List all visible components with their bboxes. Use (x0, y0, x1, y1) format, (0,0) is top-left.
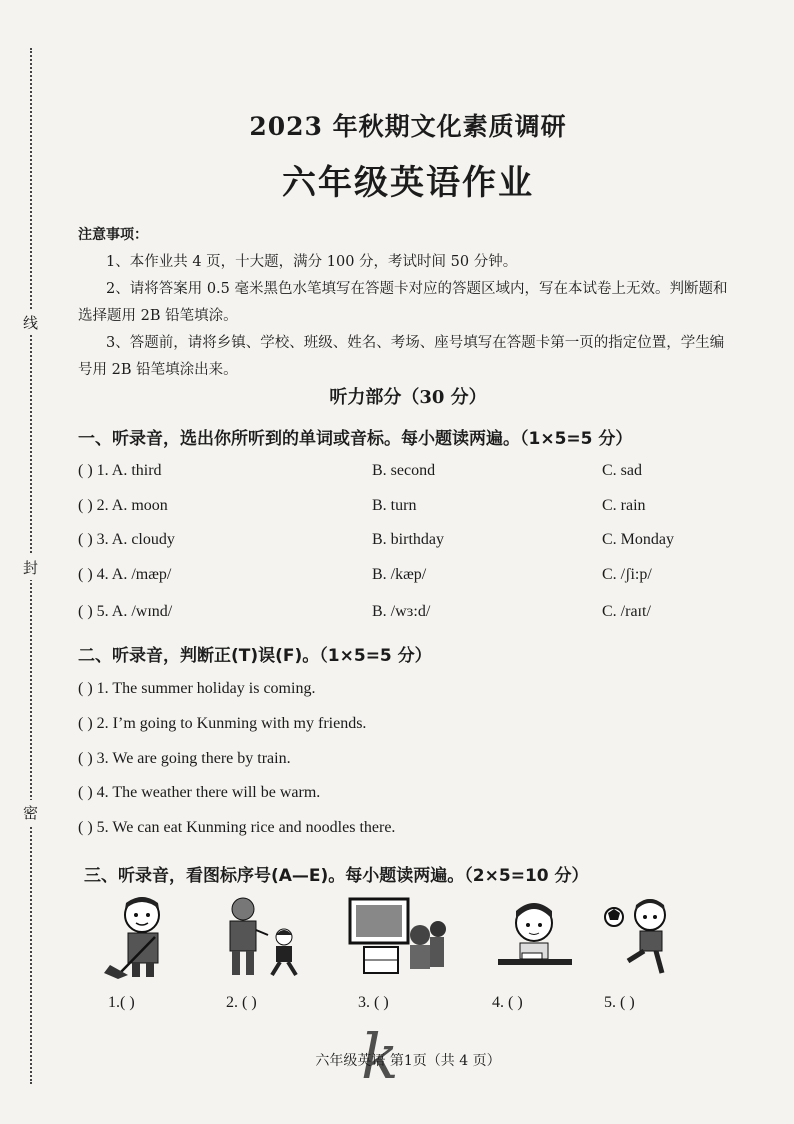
boy-writing-picture (492, 895, 582, 980)
statement-row: ( ) 3. We are going there by train. (78, 750, 291, 767)
listening-part-title: 听力部分（30 分） (329, 387, 487, 408)
option-c: C. rain (602, 497, 646, 514)
option-c: C. Monday (602, 531, 674, 548)
option-b: B. second (372, 462, 436, 479)
statement-row: ( ) 2. I’m going to Kunming with my friends. (78, 715, 367, 732)
option-a: ( ) 1. A. third (78, 462, 162, 479)
picture-answer-labels (78, 994, 738, 1018)
boy-playing-football-picture (600, 895, 690, 980)
instruction-item: 1、本作业共 4 页，十大题，满分 100 分，考试时间 50 分钟。 (106, 254, 518, 270)
question-row (78, 603, 768, 631)
statement-row: ( ) 4. The weather there will be warm. (78, 784, 321, 801)
section1-title: 一、听录音，选出你所听到的单词或音标。每小题读两遍。（1×5=5 分） (78, 429, 633, 449)
instruction-item: 3、答题前，请将乡镇、学校、班级、姓名、考场、座号填写在答题卡第一页的指定位置，学生编号用 2B 铅笔填涂出来。 (78, 335, 725, 378)
question-row (78, 566, 768, 594)
picture-label: 1.( ) (108, 994, 135, 1011)
option-c: C. /ʃi:p/ (602, 566, 652, 583)
statement-row: ( ) 1. The summer holiday is coming. (78, 680, 316, 697)
question-row (78, 531, 768, 559)
option-b: B. birthday (372, 531, 444, 548)
instruction-item: 2、请将答案用 0.5 毫米黑色水笔填写在答题卡对应的答题区域内，写在本试卷上无效。判断题和选择题用 2B 铅笔填涂。 (78, 281, 728, 324)
option-c: C. sad (602, 462, 642, 479)
gutter-char-secret: 密 (23, 800, 38, 825)
picture-label: 5. ( ) (604, 994, 635, 1011)
gutter-char-seal: 封 (23, 555, 38, 580)
exam-page (78, 0, 768, 1124)
page-footer: 六年级英语 第1页（共 4 页） (315, 1053, 501, 1069)
exam-subtitle: 六年级英语作业 (282, 163, 534, 203)
section2-title: 二、听录音，判断正(T)误(F)。（1×5=5 分） (78, 646, 432, 666)
instructions (78, 222, 738, 384)
option-a: ( ) 5. A. /wɪnd/ (78, 603, 173, 620)
picture-label: 2. ( ) (226, 994, 257, 1011)
picture-label: 4. ( ) (492, 994, 523, 1011)
exam-title: 2023 年秋期文化素质调研 (249, 112, 567, 141)
boy-sweeping-picture (100, 895, 190, 980)
option-b: B. /wɜ:d/ (372, 603, 431, 620)
statement-row: ( ) 5. We can eat Kunming rice and noodles there. (78, 819, 396, 836)
question-row (78, 462, 768, 490)
instructions-head: 注意事项： (78, 227, 148, 243)
grandma-and-child-picture (218, 895, 308, 980)
option-c: C. /raɪt/ (602, 603, 651, 620)
option-b: B. turn (372, 497, 417, 514)
watermark-stamp: k (361, 1020, 399, 1093)
gutter-char-line: 线 (23, 310, 38, 335)
option-b: B. /kæp/ (372, 566, 427, 583)
option-a: ( ) 4. A. /mæp/ (78, 566, 172, 583)
picture-row (100, 895, 740, 980)
question-row (78, 497, 768, 525)
kids-watching-tv-picture (346, 895, 446, 980)
option-a: ( ) 3. A. cloudy (78, 531, 175, 548)
picture-label: 3. ( ) (358, 994, 389, 1011)
section3-title: 三、听录音，看图标序号(A—E)。每小题读两遍。（2×5=10 分） (84, 866, 589, 886)
option-a: ( ) 2. A. moon (78, 497, 168, 514)
